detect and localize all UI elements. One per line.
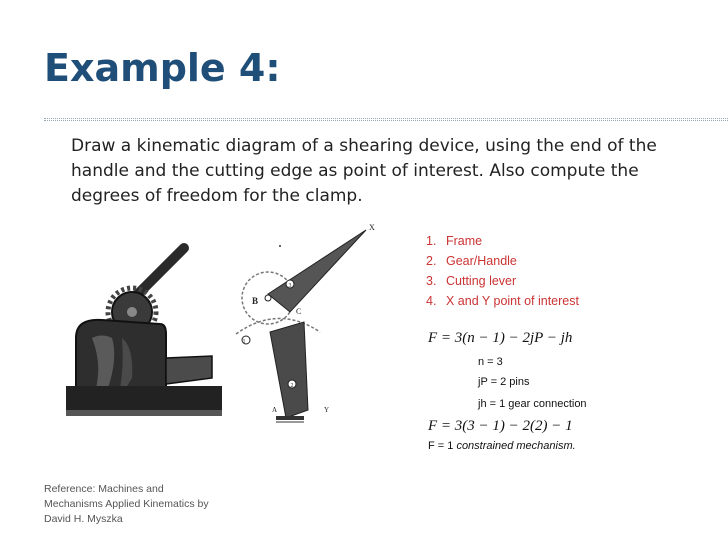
diagram-label-2: 2 — [290, 383, 294, 389]
kinematic-diagram — [228, 222, 388, 427]
parts-list-item: 1. Frame — [426, 234, 483, 248]
diagram-label-c: C — [296, 307, 302, 316]
parts-list-item: 2. Gear/Handle — [426, 254, 517, 268]
parts-list — [426, 231, 579, 311]
gruebler-equation: F = 3(n − 1) − 2jP − jh — [428, 330, 573, 346]
diagram-label-a: A — [272, 406, 278, 414]
parts-list-item: 4. X and Y point of interest — [426, 294, 579, 308]
diagram-label-3: 3 — [288, 283, 292, 289]
parts-list-item: 3. Cutting lever — [426, 274, 517, 288]
computed-equation: F = 3(3 − 1) − 2(2) − 1 — [428, 418, 573, 434]
jp-value: jP = 2 pins — [478, 376, 530, 388]
jh-value: jh = 1 gear connection — [478, 398, 587, 410]
diagram-label-1: 1 — [242, 339, 246, 345]
shearing-device-photo — [62, 238, 222, 420]
diagram-label-x: X — [369, 223, 375, 232]
title-divider — [44, 118, 728, 121]
slide-body-text: Draw a kinematic diagram of a shearing device, using the end of the handle and the cutting edge as point of interest. Also compute the degrees of freedom for the clamp. — [71, 136, 657, 206]
diagram-label-b: B — [252, 296, 259, 306]
result-description: constrained mechanism. — [456, 440, 576, 452]
diagram-label-y: Y — [324, 406, 330, 414]
result-line — [428, 440, 576, 452]
reference-citation: Reference: Machines and Mechanisms Applied Kinematics by David H. Myszka — [44, 483, 209, 525]
slide-title: Example 4: — [44, 46, 281, 90]
result-value: F = 1 — [428, 440, 454, 452]
n-value: n = 3 — [478, 356, 503, 368]
